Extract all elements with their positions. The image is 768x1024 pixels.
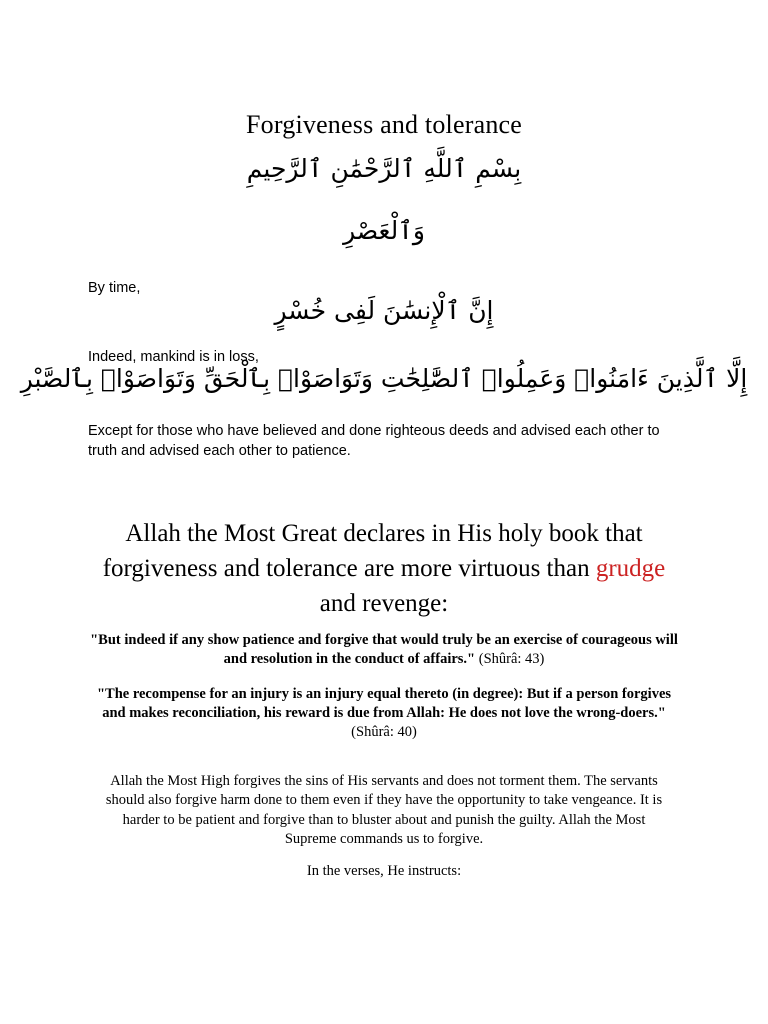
body-paragraph-1: Allah the Most High forgives the sins of His servants and does not torment them. The servants should also forgive harm done to them even if they have the opportunity to take vengeance. It is harder to be patient and forgive than to bluster about and punish the guilty. Allah the Most Supreme commands us to forgive.	[105, 772, 663, 847]
body-paragraph-2: In the verses, He instructs:	[306, 862, 462, 879]
verse-1-translation: By time,	[88, 280, 141, 296]
verse-3-translation: Except for those who have believed and done righteous deeds and advised each other to truth and advised each other to patience.	[88, 423, 660, 459]
arabic-verse-3: إِلَّا ٱلَّذِينَ ءَامَنُوا۟ وَعَمِلُوا۟ ٱلصَّٰلِحَٰتِ وَتَوَاصَوْا۟ بِٱلْحَقِّ وَتَوَاصَوْا۟ بِٱلصَّبْرِ	[20, 364, 748, 393]
verse-2-translation: Indeed, mankind is in loss,	[88, 349, 259, 365]
quotation-text-2: "The recompense for an injury is an injury equal thereto (in degree): But if a person forgives and makes reconciliation, his reward is due from Allah: He does not love the wrong-doers."	[96, 686, 672, 721]
lead-heading-line-2: forgiveness and tolerance are more virtuous than	[102, 555, 590, 582]
quotation-block-2	[88, 685, 680, 742]
quotation-text-1: "But indeed if any show patience and forgive that would truly be an exercise of courageous will and resolution in the conduct of affairs."	[90, 632, 678, 667]
lead-heading	[84, 516, 684, 621]
lead-heading-line-1: Allah the Most Great declares in His holy book that	[125, 520, 643, 547]
page-title: Forgiveness and tolerance	[246, 110, 522, 140]
arabic-verse-1: وَٱلْعَصْرِ	[343, 216, 425, 245]
lead-heading-line-3-tail: and revenge:	[319, 590, 449, 617]
arabic-verse-2: إِنَّ ٱلْإِنسَٰنَ لَفِى خُسْرٍ	[274, 296, 494, 325]
quotation-citation-1: (Shûrâ: 43)	[475, 651, 545, 667]
quotation-block-1	[88, 631, 680, 669]
arabic-basmala: بِسْمِ ٱللَّهِ ٱلرَّحْمَٰنِ ٱلرَّحِيمِ	[246, 154, 522, 183]
quotation-citation-2: (Shûrâ: 40)	[351, 724, 417, 740]
lead-heading-accent-word: grudge	[595, 555, 666, 582]
